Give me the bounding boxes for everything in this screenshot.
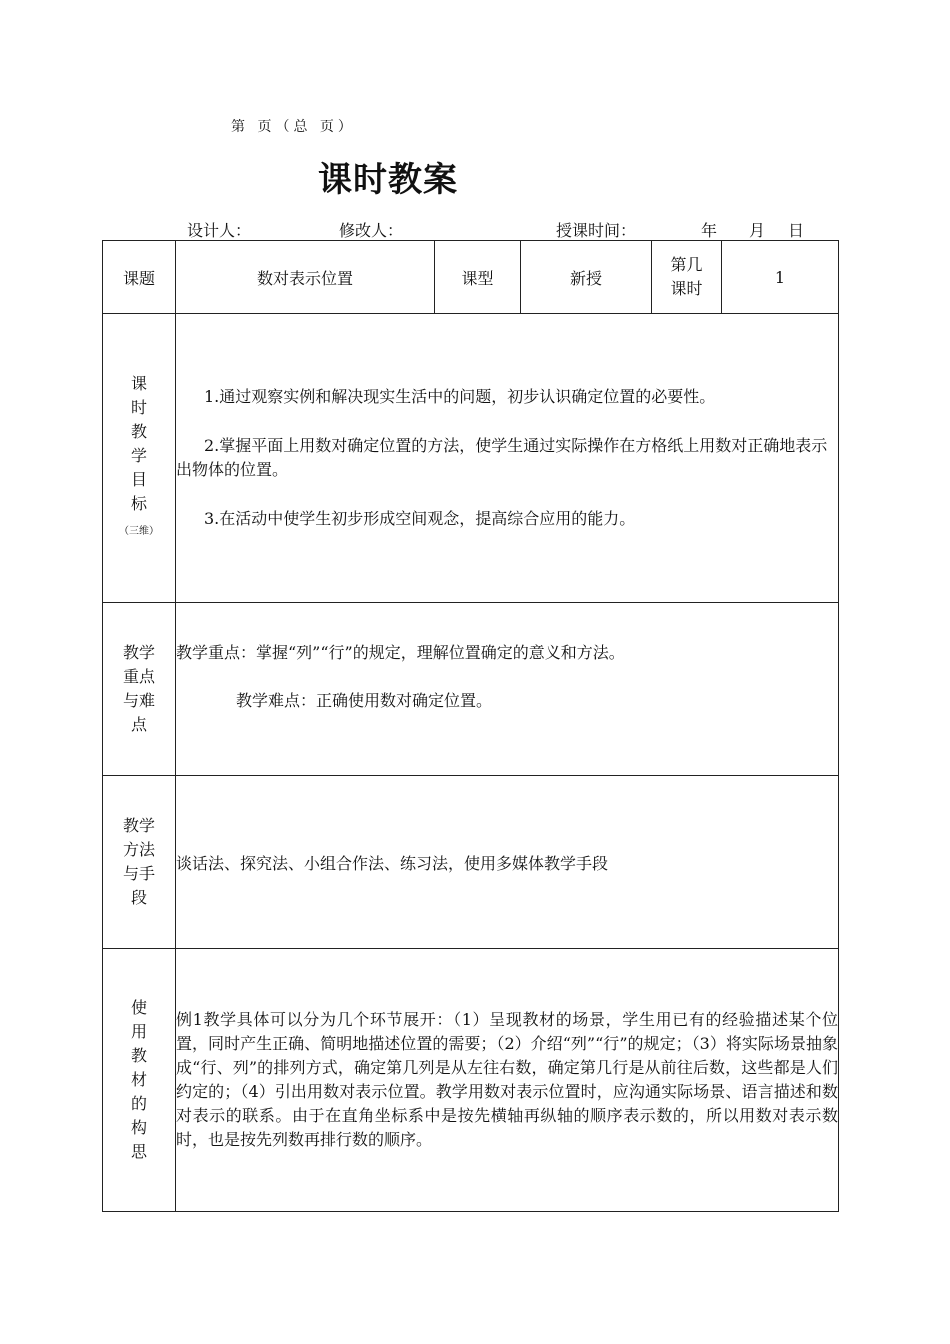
goal-item: 1.通过观察实例和解决现实生活中的问题，初步认识确定位置的必要性。 bbox=[204, 387, 716, 406]
key-cell bbox=[176, 603, 839, 776]
method-label-cell bbox=[103, 776, 176, 949]
goals-label-cell bbox=[103, 314, 176, 603]
day-label: 日 bbox=[788, 221, 805, 240]
goal-item: 2.掌握平面上用数对确定位置的方法，使学生通过实际操作在方格纸上用数对正确地表示出物体的位置。 bbox=[176, 436, 828, 479]
month-label: 月 bbox=[749, 221, 766, 240]
table-row bbox=[103, 776, 839, 949]
key-label-cell bbox=[103, 603, 176, 776]
table-row bbox=[103, 241, 839, 314]
goals-sub-label: （三维） bbox=[119, 526, 159, 537]
page-number-line: 第 页（总 页） bbox=[231, 119, 356, 135]
lesson-type-value: 新授 bbox=[521, 241, 652, 314]
idea-value: 例1教学具体可以分为几个环节展开：（1）呈现教材的场景，学生用已有的经验描述某个位置，同时产生正确、简明地描述位置的需要；（2）介绍“列”“行”的规定；（3）将实际场景抽象成“行、列”的排列方式，确定第几列是从左往右数，确定第几行是从前往后数，这些都是人们约定的；（4）引出用数对表示位置。教学用数对表示位置时，应沟通实际场景、语言描述和数对表示的联系。由于在直角坐标系中是按先横轴再纵轴的顺序表示数的，所以用数对表示数时，也是按先列数再排行数的顺序。 bbox=[176, 949, 839, 1212]
lesson-type-label: 课型 bbox=[435, 241, 521, 314]
modifier-label: 修改人： bbox=[339, 221, 404, 240]
lesson-plan-table bbox=[102, 240, 839, 1212]
period-label: 第几课时 bbox=[652, 241, 722, 314]
table-row bbox=[103, 949, 839, 1212]
idea-label-cell bbox=[103, 949, 176, 1212]
table-row bbox=[103, 603, 839, 776]
goals-label: 课时教学目标 bbox=[130, 374, 147, 513]
idea-label: 使用教材的构思 bbox=[130, 998, 147, 1161]
difficulty: 教学难点：正确使用数对确定位置。 bbox=[236, 691, 493, 710]
topic-label: 课题 bbox=[103, 241, 176, 314]
method-label: 教学方法与手段 bbox=[122, 816, 155, 907]
teaching-time-label: 授课时间： bbox=[556, 221, 637, 240]
designer-label: 设计人： bbox=[187, 221, 252, 240]
key-point: 教学重点：掌握“列”“行”的规定，理解位置确定的意义和方法。 bbox=[176, 643, 625, 662]
method-value: 谈话法、探究法、小组合作法、练习法，使用多媒体教学手段 bbox=[176, 776, 839, 949]
goals-cell bbox=[176, 314, 839, 603]
period-value: 1 bbox=[722, 241, 839, 314]
year-label: 年 bbox=[701, 221, 718, 240]
topic-value: 数对表示位置 bbox=[176, 241, 435, 314]
table-row bbox=[103, 314, 839, 603]
page-title: 课时教案 bbox=[318, 160, 458, 200]
key-label: 教学重点与难点 bbox=[122, 643, 155, 734]
goal-item: 3.在活动中使学生初步形成空间观念，提高综合应用的能力。 bbox=[204, 509, 636, 528]
